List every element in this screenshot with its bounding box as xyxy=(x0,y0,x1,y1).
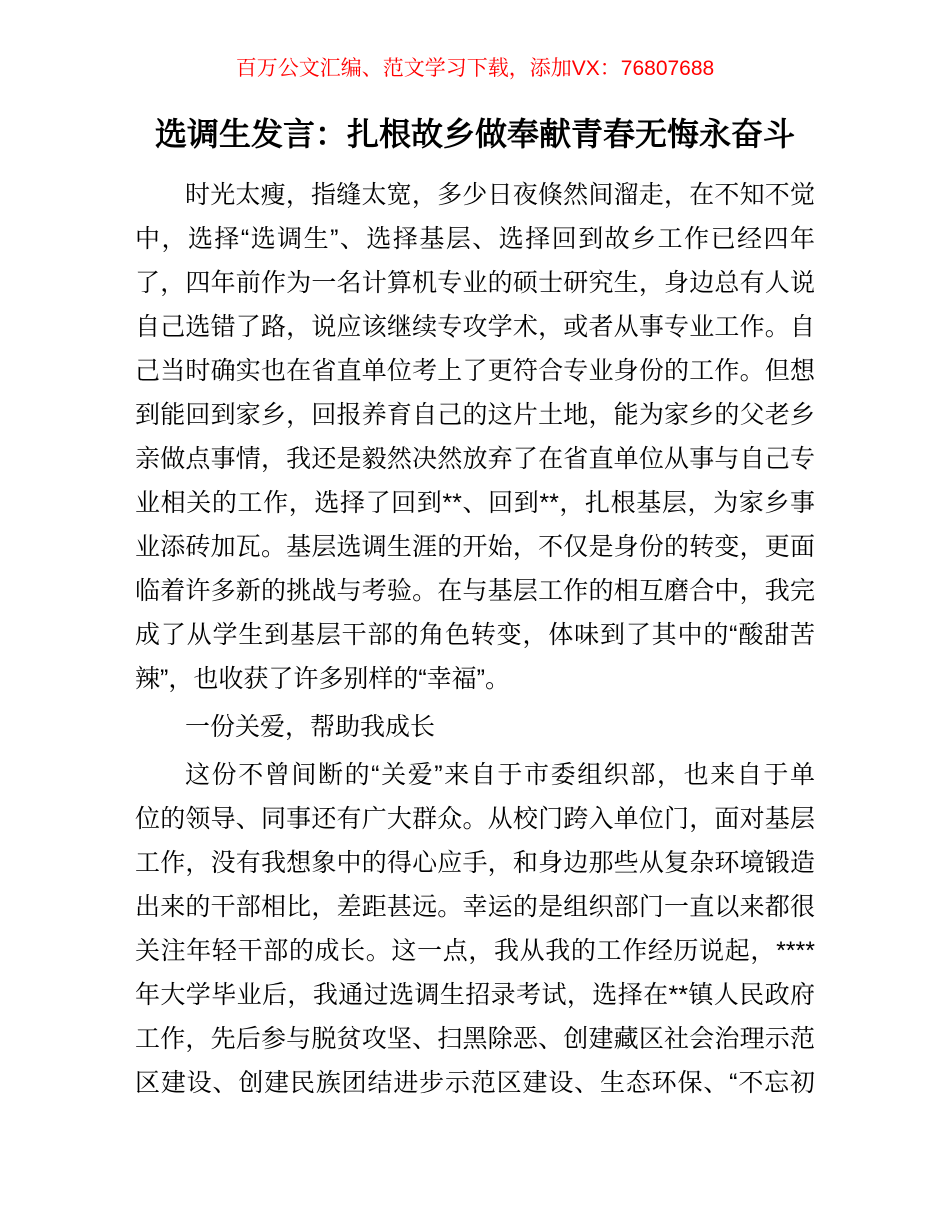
text-line: 到能回到家乡，回报养育自己的这片土地，能为家乡的父老乡 xyxy=(135,401,815,429)
text-line: 业添砖加瓦。基层选调生涯的开始，不仅是身份的转变，更面 xyxy=(135,533,815,561)
text-line: 己当时确实也在省直单位考上了更符合专业身份的工作。但想 xyxy=(135,357,815,385)
document-title: 选调生发言：扎根故乡做奉献青春无悔永奋斗 xyxy=(154,116,795,152)
paragraph xyxy=(135,173,815,701)
text-line: 出来的干部相比，差距甚远。幸运的是组织部门一直以来都很 xyxy=(135,893,815,921)
text-line: 了，四年前作为一名计算机专业的硕士研究生，身边总有人说 xyxy=(135,269,815,297)
text-line: 一份关爱，帮助我成长 xyxy=(185,713,436,741)
text-line: 区建设、创建民族团结进步示范区建设、生态环保、“不忘初 xyxy=(135,1069,815,1097)
document-body xyxy=(0,173,950,1105)
text-line: 工作，没有我想象中的得心应手，和身边那些从复杂环境锻造 xyxy=(135,849,815,877)
text-line: 时光太瘦，指缝太宽，多少日夜倏然间溜走，在不知不觉 xyxy=(185,181,815,209)
section-heading xyxy=(135,705,815,749)
text-line: 自己选错了路，说应该继续专攻学术，或者从事专业工作。自 xyxy=(135,313,815,341)
text-line: 工作，先后参与脱贫攻坚、扫黑除恶、创建藏区社会治理示范 xyxy=(135,1025,815,1053)
text-line: 成了从学生到基层干部的角色转变，体味到了其中的“酸甜苦 xyxy=(135,621,815,649)
text-line: 业相关的工作，选择了回到**、回到**，扎根基层，为家乡事 xyxy=(135,489,815,517)
text-line: 临着许多新的挑战与考验。在与基层工作的相互磨合中，我完 xyxy=(135,577,815,605)
text-line: 辣”，也收获了许多别样的“幸福”。 xyxy=(135,665,510,693)
header-notice: 百万公文汇编、范文学习下载，添加VX：76807688 xyxy=(235,57,715,80)
paragraph xyxy=(135,753,815,1105)
text-line: 位的领导、同事还有广大群众。从校门跨入单位门，面对基层 xyxy=(135,805,815,833)
text-line: 中，选择“选调生”、选择基层、选择回到故乡工作已经四年 xyxy=(135,225,815,253)
text-line: 这份不曾间断的“关爱”来自于市委组织部，也来自于单 xyxy=(185,761,815,789)
text-line: 年大学毕业后，我通过选调生招录考试，选择在**镇人民政府 xyxy=(135,981,815,1009)
text-line: 亲做点事情，我还是毅然决然放弃了在省直单位从事与自己专 xyxy=(135,445,815,473)
text-line: 关注年轻干部的成长。这一点，我从我的工作经历说起，**** xyxy=(135,937,815,965)
